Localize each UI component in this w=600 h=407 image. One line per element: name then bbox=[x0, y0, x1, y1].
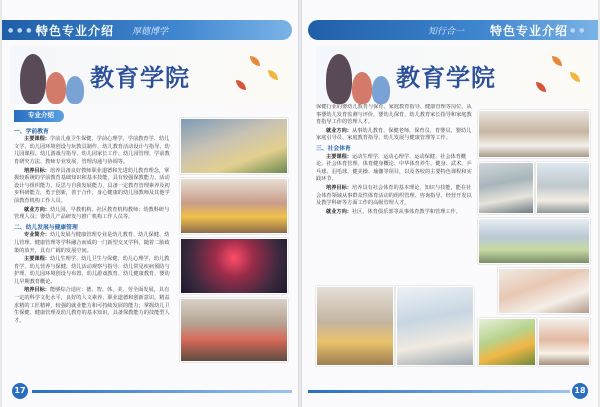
training-photo bbox=[536, 162, 590, 214]
stage-performance-photo bbox=[180, 238, 288, 294]
header-dots: ● ● bbox=[570, 27, 586, 34]
leaf-icon bbox=[570, 72, 580, 82]
header-motto: 知行合一 bbox=[428, 27, 465, 37]
banner-title: 教育学院 bbox=[396, 64, 496, 92]
activity-photo bbox=[498, 268, 590, 314]
child-illustration bbox=[352, 72, 372, 104]
banner-title: 教育学院 bbox=[90, 64, 190, 92]
child-illustration bbox=[66, 76, 84, 104]
header-dots: ● ● ● ● bbox=[8, 27, 42, 34]
child-illustration bbox=[46, 72, 66, 104]
left-text-column bbox=[14, 110, 174, 370]
teacher-illustration bbox=[20, 54, 46, 104]
paragraph: 主要课程：幼儿生理学、幼儿卫生与保健、幼儿心理学、幼儿教育学、幼儿营养与保健、幼儿活动观察与指导、幼儿常见疾病预防与护理、幼儿园环境创设与布置、幼儿游戏教育、幼儿健康教育、婴幼儿早期教育概论。 bbox=[14, 256, 170, 285]
teacher-illustration bbox=[326, 54, 352, 104]
paragraph: 就业方向：幼儿园、早教机构、社区教育机构教师；幼教科研与管理人员；婴幼儿产品研发与推广机构工作人员等。 bbox=[14, 206, 170, 221]
paragraph: 主要课程：运动生理学、运动心理学、运动保健、社会体育概论、社会体育管理、体育健身概论、中华体育养生、健身、武术、乒乓球、羽毛球、健美操、瑜伽等项目，以及各校的主要特色课程和实践环节。 bbox=[316, 153, 472, 183]
outdoor-photo bbox=[478, 318, 536, 366]
section-heading: 二、幼儿发展与健康管理 bbox=[14, 224, 78, 231]
section-heading: 一、学前教育 bbox=[14, 128, 49, 135]
header-title: 特色专业介绍 bbox=[490, 24, 569, 38]
banner bbox=[316, 46, 594, 104]
header-band bbox=[2, 20, 292, 40]
leaf-icon bbox=[250, 56, 260, 66]
leaf-icon bbox=[552, 56, 562, 66]
paragraph: 培养目标：能够综合适应：德、智、体、美、劳全面发展，具有一定的科学文化水平，良好的人文素养、职业道德和创新意识，精益求精的工匠精神，较强的就业能力和可持续发展的能力；掌握幼儿卫生保健、健康管理及幼儿教育的基本知识，具备保教能力的技能型人才。 bbox=[14, 287, 170, 324]
footer-band bbox=[32, 390, 292, 393]
child-illustration bbox=[372, 76, 390, 104]
paragraph: 就业方向：社区、体育俱乐部等从事体育教学和管理工作。 bbox=[326, 208, 461, 215]
page-number: 17 bbox=[12, 383, 28, 399]
paragraph: 保健行业的婴幼儿教育与保育、家庭教育指导、健康管理等岗位，从事婴幼儿发育监测与评价，婴幼儿保育，幼儿教育家长指导和家庭教育指导工作的管理人才。 bbox=[316, 104, 472, 126]
classroom-photo bbox=[180, 118, 288, 174]
paragraph: 主要课程：学前儿童卫生保健、学前心理学、学前教育学、幼儿文学、幼儿园环境创设与玩教具制作、幼儿教育活动设计与指导、幼儿园课程、幼儿游戏与指导、幼儿园家长工作、幼儿园管理、学前教育研究方法、教师专业发展、管理沟通与协调等。 bbox=[14, 136, 170, 165]
header-motto: 厚德博学 bbox=[132, 27, 169, 37]
classroom-photo bbox=[316, 286, 394, 366]
right-text-column bbox=[316, 104, 472, 280]
activity-photo bbox=[478, 218, 590, 264]
header-band bbox=[308, 20, 598, 40]
classroom-photo bbox=[180, 178, 288, 234]
left-page bbox=[2, 0, 298, 407]
activity-photo bbox=[180, 298, 288, 362]
paragraph: 专业简介：幼儿发展与健康管理专业是幼儿教育、幼儿保健、幼儿管理、健康管理等学科融合而成的一门新型交叉学科，随着二胎政策的放开，具有广阔的发展空间。 bbox=[14, 232, 170, 254]
footer-band bbox=[308, 390, 570, 393]
activity-photo bbox=[538, 318, 590, 366]
leaf-icon bbox=[236, 80, 246, 90]
leaf-icon bbox=[536, 82, 546, 92]
page-number: 18 bbox=[572, 383, 588, 399]
leaf-icon bbox=[268, 70, 278, 80]
right-page bbox=[302, 0, 598, 407]
classroom-photo bbox=[478, 110, 590, 158]
header-title: 特色专业介绍 bbox=[36, 24, 115, 38]
section-heading: 三、社会体育 bbox=[316, 145, 351, 152]
training-photo bbox=[478, 162, 534, 214]
banner bbox=[10, 46, 292, 104]
classroom-photo bbox=[396, 286, 474, 366]
paragraph: 培养目标：培养具有社会体育的基本理论、知识与技能，能在社会体育领域从事群众性体育活动的组织管理、咨询指导、经营开发以及教学科研等方面工作的高级管理人才。 bbox=[316, 184, 472, 207]
paragraph: 就业方向：从事幼儿教育、保健老师、保育员、育婴员、婴幼儿家庭引导员、家庭教育指导、幼儿发展与健康管理等工作。 bbox=[316, 127, 472, 142]
paragraph: 培养目标：培养具备良好教师职业道德和先进幼儿教育理念，掌握较系统的学前教育基础知识和基本技能，具有较强保教能力、活动设计与组织能力，反思与自我发展能力，具备一定教育管理素养及初步科研能力，勇于创新，善于合作，身心健康的幼儿园教师及其他学前教育机构工作人员。 bbox=[14, 167, 170, 204]
section-tag: 专业介绍 bbox=[14, 110, 64, 122]
